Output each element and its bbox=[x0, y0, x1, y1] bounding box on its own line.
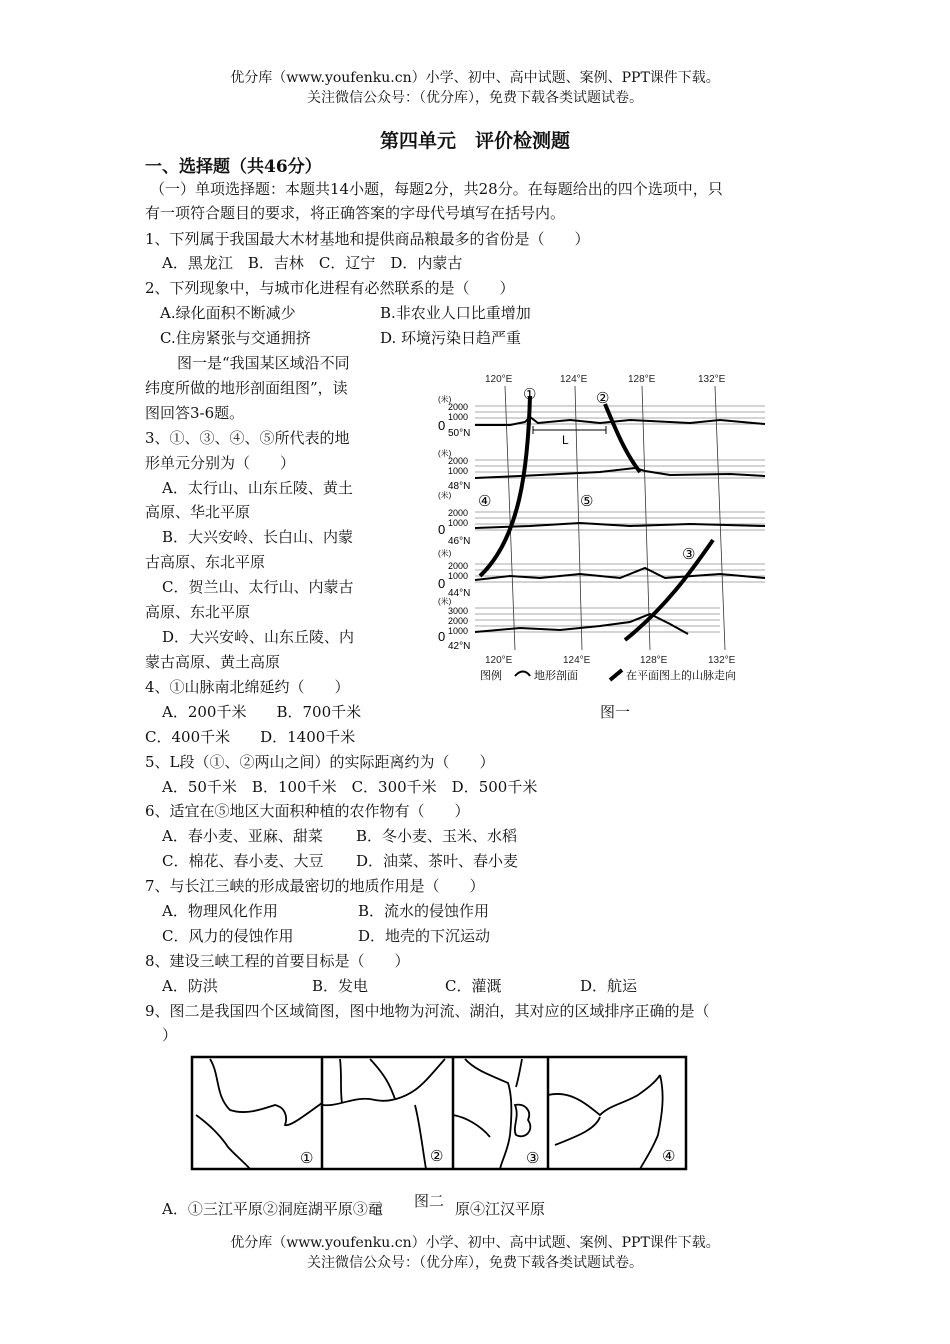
q6-stem: 6、适宜在⑤地区大面积种植的农作物有（ ） bbox=[145, 802, 470, 820]
q7-option-c: C．风力的侵蚀作用 bbox=[162, 927, 294, 945]
q7-option-d: D．地壳的下沉运动 bbox=[358, 927, 491, 945]
elev-1000: 1000 bbox=[448, 466, 469, 476]
q3-stem-line-2: 形单元分别为（ ） bbox=[145, 454, 296, 472]
unit-label: (米) bbox=[438, 597, 452, 606]
q2-option-b: B.非农业人口比重增加 bbox=[380, 304, 531, 322]
q8-option-d: D．航运 bbox=[580, 977, 638, 995]
marker-1: ① bbox=[523, 386, 537, 403]
figure-1-caption: 图一 bbox=[600, 703, 631, 721]
q8-option-c: C．灌溉 bbox=[445, 977, 502, 995]
marker-3: ③ bbox=[682, 546, 696, 563]
intro-line-1: （一）单项选择题：本题共14小题，每题2分，共28分。在每题给出的四个选项中，只 bbox=[150, 180, 723, 198]
q6-option-b: B．冬小麦、玉米、水稻 bbox=[356, 827, 518, 845]
q4-options-2: C．400千米 D．1400千米 bbox=[145, 728, 356, 746]
lon-bottom-120: 120°E bbox=[485, 655, 513, 666]
q6-option-c: C．棉花、春小麦、大豆 bbox=[162, 852, 324, 870]
q3-option-b-1: B．大兴安岭、长白山、内蒙 bbox=[162, 528, 354, 546]
section-heading: 一、选择题（共46分） bbox=[145, 157, 322, 177]
elev-2000: 2000 bbox=[448, 561, 469, 571]
q3-option-c-1: C．贺兰山、太行山、内蒙古 bbox=[162, 578, 354, 596]
elev-0: 0 bbox=[438, 629, 446, 644]
fig1-intro-line-1: 图一是“我国某区域沿不同 bbox=[177, 354, 350, 372]
figure-2-region-maps bbox=[190, 1055, 690, 1173]
q9-stem-line-2: ） bbox=[162, 1026, 178, 1044]
elev-2000: 2000 bbox=[448, 402, 469, 412]
lat-48n: 48°N bbox=[448, 481, 471, 492]
unit-label: (米) bbox=[438, 449, 452, 458]
q9-option-a-left: A．①三江平原②洞庭湖平原③黿 bbox=[162, 1200, 383, 1218]
elev-1000: 1000 bbox=[448, 571, 469, 581]
legend-mountain-icon bbox=[610, 670, 622, 680]
lon-bottom-124: 124°E bbox=[563, 655, 591, 666]
q3-option-a-2: 高原、华北平原 bbox=[145, 503, 251, 521]
header-line-1: 优分库（www.youfenku.cn）小学、初中、高中试题、案例、PPT课件下载。 bbox=[230, 70, 720, 86]
map-label-2: ② bbox=[430, 1148, 444, 1165]
profile-42n bbox=[438, 596, 720, 652]
elev-2000: 2000 bbox=[448, 616, 469, 626]
elev-0: 0 bbox=[438, 418, 446, 433]
page-title: 第四单元 评价检测题 bbox=[379, 130, 570, 152]
lon-top-132: 132°E bbox=[698, 374, 726, 385]
q3-stem-line-1: 3、①、③、④、⑤所代表的地 bbox=[145, 429, 350, 447]
q8-option-b: B．发电 bbox=[312, 977, 369, 995]
q4-stem: 4、①山脉南北绵延约（ ） bbox=[145, 678, 350, 696]
q2-option-a: A.绿化面积不断减少 bbox=[160, 304, 296, 322]
elev-0: 0 bbox=[438, 522, 446, 537]
marker-4: ④ bbox=[478, 493, 492, 510]
profile-48n bbox=[438, 448, 765, 492]
q3-option-b-2: 古高原、东北平原 bbox=[145, 553, 266, 571]
q3-option-c-2: 高原、东北平原 bbox=[145, 603, 251, 621]
legend-mountain-label: 在平面图上的山脉走向 bbox=[626, 670, 736, 682]
intro-line-2: 有一项符合题目的要求，将正确答案的字母代号填写在括号内。 bbox=[145, 204, 566, 222]
q6-option-a: A．春小麦、亚麻、甜菜 bbox=[162, 827, 323, 845]
fig1-intro-line-2: 纬度所做的地形剖面组图”，读 bbox=[145, 379, 348, 397]
l-label: L bbox=[562, 433, 569, 447]
mountain-3-trend bbox=[625, 540, 713, 640]
figure-1-terrain-profiles bbox=[430, 368, 780, 688]
legend-title: 图例 bbox=[480, 670, 502, 682]
elev-0: 0 bbox=[438, 576, 446, 591]
elev-1000: 1000 bbox=[448, 518, 469, 528]
q9-option-a-right: 原④江汉平原 bbox=[455, 1200, 546, 1218]
legend-profile-label: 地形剖面 bbox=[534, 670, 578, 682]
map-label-1: ① bbox=[300, 1150, 314, 1167]
lon-bottom-132: 132°E bbox=[708, 655, 736, 666]
mountain-2-trend bbox=[605, 404, 640, 472]
lat-46n: 46°N bbox=[448, 536, 471, 547]
q7-option-a: A．物理风化作用 bbox=[162, 902, 278, 920]
q1-stem: 1、下列属于我国最大木材基地和提供商品粮最多的省份是（ ） bbox=[145, 230, 590, 248]
q9-stem-line-1: 9、图二是我国四个区域简图，图中地物为河流、湖泊，其对应的区域排序正确的是（ bbox=[145, 1002, 710, 1020]
elev-1000: 1000 bbox=[448, 412, 469, 422]
elev-2000: 2000 bbox=[448, 456, 469, 466]
q8-stem: 8、建设三峡工程的首要目标是（ ） bbox=[145, 952, 410, 970]
q7-stem: 7、与长江三峡的形成最密切的地质作用是（ ） bbox=[145, 877, 485, 895]
q8-option-a: A．防洪 bbox=[162, 977, 218, 995]
q6-option-d: D．油菜、茶叶、春小麦 bbox=[356, 852, 519, 870]
profile-44n bbox=[438, 548, 765, 599]
marker-5: ⑤ bbox=[580, 493, 594, 510]
q1-options: A．黑龙江 B．吉林 C．辽宁 D．内蒙古 bbox=[162, 254, 463, 272]
marker-2: ② bbox=[596, 390, 610, 407]
q3-option-d-2: 蒙古高原、黄土高原 bbox=[145, 653, 281, 671]
figure-1-legend bbox=[480, 668, 736, 682]
elev-2000: 2000 bbox=[448, 508, 469, 518]
q2-option-d: D. 环境污染日趋严重 bbox=[380, 329, 522, 347]
lon-bottom-128: 128°E bbox=[640, 655, 668, 666]
figure-2-caption: 图二 bbox=[414, 1192, 445, 1210]
footer-line-2: 关注微信公众号：（优分库），免费下载各类试题试卷。 bbox=[307, 1255, 643, 1271]
fig1-intro-line-3: 图回答3-6题。 bbox=[145, 404, 245, 422]
q5-options: A．50千米 B．100千米 C．300千米 D．500千米 bbox=[162, 778, 538, 796]
q3-option-a-1: A．太行山、山东丘陵、黄土 bbox=[162, 479, 353, 497]
map-label-4: ④ bbox=[662, 1148, 676, 1165]
l-segment bbox=[533, 426, 606, 434]
elev-3000: 3000 bbox=[448, 606, 469, 616]
legend-profile-icon bbox=[515, 672, 530, 677]
lon-top-124: 124°E bbox=[560, 374, 588, 385]
lat-42n: 42°N bbox=[448, 641, 471, 652]
map-label-3: ③ bbox=[526, 1150, 540, 1167]
unit-label: (米) bbox=[438, 491, 452, 500]
q3-option-d-1: D．大兴安岭、山东丘陵、内 bbox=[162, 628, 355, 646]
q7-option-b: B．流水的侵蚀作用 bbox=[358, 902, 490, 920]
unit-label: (米) bbox=[438, 549, 452, 558]
lat-50n: 50°N bbox=[448, 428, 471, 439]
q5-stem: 5、L段（①、②两山之间）的实际距离约为（ ） bbox=[145, 753, 495, 771]
footer-line-1: 优分库（www.youfenku.cn）小学、初中、高中试题、案例、PPT课件下载。 bbox=[230, 1235, 720, 1251]
header-line-2: 关注微信公众号：（优分库），免费下载各类试题试卷。 bbox=[307, 90, 643, 106]
lon-top-128: 128°E bbox=[628, 374, 656, 385]
lon-top-120: 120°E bbox=[485, 374, 513, 385]
q4-options-1: A．200千米 B．700千米 bbox=[162, 703, 362, 721]
lat-44n: 44°N bbox=[448, 588, 471, 599]
unit-label: (米) bbox=[438, 395, 452, 404]
elev-1000: 1000 bbox=[448, 626, 469, 636]
q2-stem: 2、下列现象中，与城市化进程有必然联系的是（ ） bbox=[145, 279, 515, 297]
q2-option-c: C.住房紧张与交通拥挤 bbox=[160, 329, 311, 347]
